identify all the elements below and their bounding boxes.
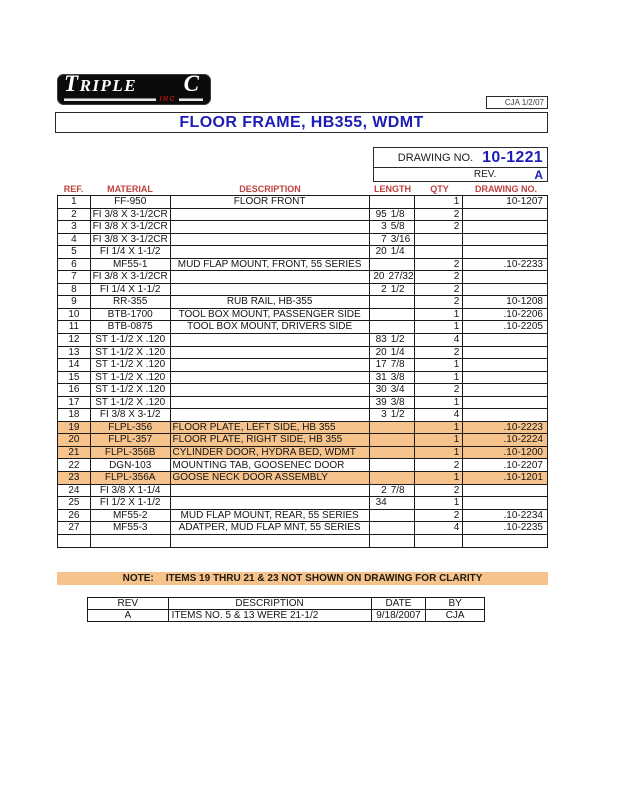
cell-ref: 17: [58, 397, 91, 409]
table-row: [58, 259, 547, 272]
cell-description: [171, 384, 370, 396]
column-header: DATE: [372, 598, 427, 609]
cell-ref: 27: [58, 522, 91, 534]
cell-drawing-no: [463, 372, 547, 384]
table-row: [58, 459, 547, 472]
cell-material: MF55-2: [91, 510, 171, 522]
cell-description: [171, 397, 370, 409]
cell-qty: 1: [415, 434, 464, 446]
cell-description: [171, 271, 370, 283]
cell-description: [171, 221, 370, 233]
cell-ref: 9: [58, 296, 91, 308]
drawing-number-row: [374, 148, 547, 168]
brand-c-letter: C: [183, 70, 199, 96]
length-whole: 20: [373, 271, 385, 283]
inc-label: INC: [159, 95, 176, 103]
drawing-number-box: [373, 147, 548, 182]
parts-table-header-row: [57, 184, 548, 195]
length-fraction: 1/2: [390, 334, 405, 346]
cell-length: [370, 347, 415, 359]
cell-description: [171, 347, 370, 359]
cell-material: FI 1/4 X 1-1/2: [91, 246, 171, 258]
cell-material: MF55-3: [91, 522, 171, 534]
brand-logo-underline: [64, 96, 203, 103]
cell-qty: 4: [415, 409, 464, 421]
cell-ref: 14: [58, 359, 91, 371]
cell-length: [370, 209, 415, 221]
cell-ref: 10: [58, 309, 91, 321]
cell-material: MF55-1: [91, 259, 171, 271]
length-fraction: 1/4: [390, 346, 405, 358]
logo-line-right: [179, 98, 203, 101]
cell-material: FI 1/4 X 1-1/2: [91, 284, 171, 296]
cell-material: FI 3/8 X 1-1/4: [91, 485, 171, 497]
cell-material: FI 3/8 X 3-1/2CR: [91, 234, 171, 246]
cell-ref: 26: [58, 510, 91, 522]
table-row: [58, 321, 547, 334]
cell-length: [370, 259, 415, 271]
cell-qty: 2: [415, 347, 464, 359]
table-row: [58, 271, 547, 284]
cell-qty: 1: [415, 372, 464, 384]
cell-drawing-no: [463, 497, 547, 509]
cell-qty: 2: [415, 510, 464, 522]
cell-description: [171, 497, 370, 509]
length-whole: 2: [381, 283, 387, 295]
cell-ref: 4: [58, 234, 91, 246]
cell-drawing-no: 10-1207: [506, 196, 543, 208]
cell-length: [370, 535, 415, 548]
cell-drawing-no: .10-2224: [503, 434, 543, 446]
cell-description: [171, 409, 370, 421]
table-row: [58, 409, 547, 422]
cell-length: [370, 296, 415, 308]
cell-material: FF-950: [91, 196, 171, 208]
cell-date: 9/18/2007: [372, 610, 427, 622]
cell-drawing-no: [463, 271, 547, 283]
note-label: NOTE:: [122, 573, 154, 584]
column-header: DESCRIPTION: [239, 184, 301, 194]
column-header: QTY: [430, 184, 449, 194]
table-row: [58, 510, 547, 523]
drawing-number-value: 10-1221: [482, 148, 543, 166]
length-whole: 20: [375, 246, 387, 258]
cell-qty: 1: [415, 447, 464, 459]
cell-length: [370, 271, 415, 283]
table-row: [58, 497, 547, 510]
length-whole: 95: [375, 208, 387, 220]
cell-length: [370, 384, 415, 396]
cell-material: FLPL-356B: [91, 447, 171, 459]
revision-value: A: [534, 167, 543, 182]
cell-qty: 2: [415, 384, 464, 396]
length-whole: 7: [381, 233, 387, 245]
cell-length: [370, 309, 415, 321]
column-header: MATERIAL: [107, 184, 153, 194]
length-fraction: 1/2: [390, 283, 405, 295]
cell-material: ST 1-1/2 X .120: [91, 397, 171, 409]
cell-qty: 2: [415, 271, 464, 283]
cell-description: FLOOR FRONT: [171, 196, 370, 208]
cell-length: [370, 334, 415, 346]
cell-length: [370, 246, 415, 258]
cell-qty: 2: [415, 259, 464, 271]
cell-qty: 2: [415, 221, 464, 233]
length-whole: 3: [381, 409, 387, 421]
cell-length: [370, 321, 415, 333]
cell-drawing-no: [463, 221, 547, 233]
cell-drawing-no: [463, 409, 547, 421]
table-row: [58, 359, 547, 372]
table-row: [58, 397, 547, 410]
cell-description: [171, 359, 370, 371]
cell-material: ST 1-1/2 X .120: [91, 334, 171, 346]
cell-qty: 1: [415, 422, 464, 434]
cell-qty: 1: [415, 196, 464, 208]
cell-drawing-no: 10-1208: [506, 296, 543, 308]
cell-ref: 1: [58, 196, 91, 208]
cell-material: ST 1-1/2 X .120: [91, 347, 171, 359]
table-row: [58, 309, 547, 322]
table-row: [88, 610, 484, 622]
cell-drawing-no: [463, 359, 547, 371]
length-fraction: 3/16: [390, 233, 411, 245]
length-whole: 30: [375, 384, 387, 396]
cell-length: [370, 472, 415, 484]
cell-drawing-no: [463, 246, 547, 258]
cell-length: [370, 397, 415, 409]
length-fraction: 1/8: [390, 208, 405, 220]
cell-material: RR-355: [91, 296, 171, 308]
cell-material: BTB-1700: [91, 309, 171, 321]
cell-length: [370, 284, 415, 296]
cell-drawing-no: .10-2223: [503, 421, 543, 433]
cell-ref: 8: [58, 284, 91, 296]
cell-drawing-no: [463, 485, 547, 497]
cell-description: [171, 372, 370, 384]
cell-material: FI 3/8 X 3-1/2CR: [91, 221, 171, 233]
cell-ref: [58, 535, 91, 548]
column-header: BY: [448, 598, 462, 609]
cell-material: FLPL-356: [91, 422, 171, 434]
cell-qty: 1: [415, 497, 464, 509]
length-fraction: 1/2: [390, 409, 405, 421]
length-fraction: 3/8: [390, 371, 405, 383]
cell-ref: 25: [58, 497, 91, 509]
cell-ref: 11: [58, 321, 91, 333]
cell-material: ST 1-1/2 X .120: [91, 384, 171, 396]
note-bar: [57, 572, 548, 585]
table-row: [58, 422, 547, 435]
length-whole: 31: [375, 371, 387, 383]
cell-ref: 22: [58, 459, 91, 471]
table-row: [58, 246, 547, 259]
parts-table: [57, 195, 548, 548]
length-whole: 2: [381, 484, 387, 496]
table-row: [58, 296, 547, 309]
cell-length: [370, 485, 415, 497]
cell-qty: 2: [415, 459, 464, 471]
cell-length: [370, 409, 415, 421]
cell-qty: [415, 535, 464, 548]
cell-ref: 15: [58, 372, 91, 384]
cell-qty: 1: [415, 321, 464, 333]
revision-table: [87, 597, 485, 622]
cell-length: [370, 459, 415, 471]
cell-description: FLOOR PLATE, RIGHT SIDE, HB 355: [171, 434, 370, 446]
cell-length: [370, 447, 415, 459]
length-whole: 3: [381, 221, 387, 233]
cell-drawing-no: .10-2206: [503, 308, 543, 320]
cell-material: [91, 535, 171, 548]
table-row: [58, 234, 547, 247]
table-row: [58, 434, 547, 447]
revision-row: [374, 168, 547, 181]
column-header: REF.: [63, 184, 84, 194]
length-fraction: 3/8: [390, 396, 405, 408]
cell-material: FI 3/8 X 3-1/2CR: [91, 209, 171, 221]
cell-ref: 21: [58, 447, 91, 459]
length-whole: 20: [375, 346, 387, 358]
cell-description: FLOOR PLATE, LEFT SIDE, HB 355: [171, 422, 370, 434]
cell-length: [370, 422, 415, 434]
table-row: [58, 196, 547, 209]
cell-drawing-no: [463, 284, 547, 296]
cell-material: BTB-0875: [91, 321, 171, 333]
cell-ref: 7: [58, 271, 91, 283]
note-text: ITEMS 19 THRU 21 & 23 NOT SHOWN ON DRAWING FOR CLARITY: [165, 573, 483, 584]
length-whole: 83: [375, 334, 387, 346]
length-whole: 34: [375, 497, 387, 509]
cell-ref: 24: [58, 485, 91, 497]
cell-drawing-no: [463, 397, 547, 409]
length-whole: 17: [375, 359, 387, 371]
cell-qty: 2: [415, 284, 464, 296]
cell-description: CYLINDER DOOR, HYDRA BED, WDMT: [171, 447, 370, 459]
cell-ref: 18: [58, 409, 91, 421]
cell-qty: [415, 246, 464, 258]
table-row: [58, 522, 547, 535]
table-row: [58, 535, 547, 548]
cell-description: [171, 209, 370, 221]
revision-header-row: [88, 598, 484, 610]
cell-qty: 4: [415, 334, 464, 346]
table-row: [58, 209, 547, 222]
cell-description: [171, 334, 370, 346]
cell-qty: [415, 234, 464, 246]
table-row: [58, 485, 547, 498]
drawing-number-label: DRAWING NO.: [397, 151, 474, 164]
cell-description: [171, 234, 370, 246]
cell-qty: 4: [415, 522, 464, 534]
cell-description: GOOSE NECK DOOR ASSEMBLY: [171, 472, 370, 484]
cell-description: MUD FLAP MOUNT, REAR, 55 SERIES: [171, 510, 370, 522]
table-row: [58, 384, 547, 397]
table-row: [58, 472, 547, 485]
cell-length: [370, 510, 415, 522]
cell-description: [171, 535, 370, 548]
length-fraction: 5/8: [390, 221, 405, 233]
cell-ref: 16: [58, 384, 91, 396]
cell-description: ADATPER, MUD FLAP MNT, 55 SERIES: [171, 522, 370, 534]
cell-length: [370, 234, 415, 246]
cell-qty: 2: [415, 296, 464, 308]
cell-qty: 2: [415, 209, 464, 221]
cell-ref: 2: [58, 209, 91, 221]
cell-drawing-no: [463, 334, 547, 346]
length-fraction: 27/32: [388, 271, 414, 283]
cell-drawing-no: .10-2205: [503, 321, 543, 333]
length-fraction: 7/8: [390, 484, 405, 496]
table-row: [58, 284, 547, 297]
length-whole: 39: [375, 396, 387, 408]
table-row: [58, 372, 547, 385]
length-fraction: 3/4: [390, 384, 405, 396]
column-header: DRAWING NO.: [475, 184, 537, 194]
revision-label: REV.: [473, 169, 497, 180]
cell-drawing-no: .10-2234: [503, 509, 543, 521]
cell-ref: 5: [58, 246, 91, 258]
cell-length: [370, 196, 415, 208]
length-fraction: 1/4: [390, 246, 405, 258]
cell-drawing-no: [463, 535, 547, 548]
cell-material: ST 1-1/2 X .120: [91, 359, 171, 371]
brand-word: TRIPLE: [64, 70, 138, 96]
cell-drawing-no: [463, 234, 547, 246]
date-stamp: CJA 1/2/07: [486, 96, 548, 109]
cell-drawing-no: .10-1201: [503, 472, 543, 484]
cell-material: FI 1/2 X 1-1/2: [91, 497, 171, 509]
table-row: [58, 221, 547, 234]
cell-ref: 20: [58, 434, 91, 446]
cell-drawing-no: .10-2207: [503, 459, 543, 471]
cell-ref: 23: [58, 472, 91, 484]
cell-description: [171, 284, 370, 296]
table-row: [58, 334, 547, 347]
cell-drawing-no: .10-2235: [503, 522, 543, 534]
cell-material: FI 3/8 X 3-1/2CR: [91, 271, 171, 283]
cell-drawing-no: .10-2233: [503, 258, 543, 270]
cell-length: [370, 359, 415, 371]
cell-description: [171, 485, 370, 497]
cell-description: [171, 246, 370, 258]
cell-drawing-no: .10-1200: [503, 446, 543, 458]
cell-length: [370, 522, 415, 534]
cell-ref: 19: [58, 422, 91, 434]
cell-material: FLPL-356A: [91, 472, 171, 484]
brand-logo: [57, 70, 211, 105]
cell-material: ST 1-1/2 X .120: [91, 372, 171, 384]
cell-description: TOOL BOX MOUNT, PASSENGER SIDE: [171, 309, 370, 321]
table-row: [58, 347, 547, 360]
cell-qty: 1: [415, 309, 464, 321]
cell-ref: 6: [58, 259, 91, 271]
column-header: REV: [88, 598, 169, 609]
cell-description: MOUNTING TAB, GOOSENEC DOOR: [171, 459, 370, 471]
cell-qty: 1: [415, 397, 464, 409]
table-row: [58, 447, 547, 460]
column-header: LENGTH: [374, 184, 411, 194]
cell-material: FLPL-357: [91, 434, 171, 446]
cell-length: [370, 434, 415, 446]
cell-drawing-no: [463, 384, 547, 396]
cell-description: TOOL BOX MOUNT, DRIVERS SIDE: [171, 321, 370, 333]
cell-ref: 12: [58, 334, 91, 346]
cell-description: RUB RAIL, HB-355: [171, 296, 370, 308]
column-header: DESCRIPTION: [169, 598, 372, 609]
cell-length: [370, 497, 415, 509]
cell-description: MUD FLAP MOUNT, FRONT, 55 SERIES: [171, 259, 370, 271]
cell-material: DGN-103: [91, 459, 171, 471]
cell-material: FI 3/8 X 3-1/2: [91, 409, 171, 421]
cell-length: [370, 372, 415, 384]
cell-description: ITEMS NO. 5 & 13 WERE 21-1/2: [169, 610, 372, 622]
cell-ref: 13: [58, 347, 91, 359]
cell-qty: 1: [415, 472, 464, 484]
cell-qty: 2: [415, 485, 464, 497]
cell-rev: A: [88, 610, 169, 622]
cell-qty: 1: [415, 359, 464, 371]
brand-logo-text: [64, 70, 203, 96]
cell-drawing-no: [463, 209, 547, 221]
cell-by: CJA: [445, 609, 465, 621]
cell-ref: 3: [58, 221, 91, 233]
cell-length: [370, 221, 415, 233]
cell-drawing-no: [463, 347, 547, 359]
length-fraction: 7/8: [390, 359, 405, 371]
page-title: FLOOR FRAME, HB355, WDMT: [55, 112, 548, 133]
logo-line-left: [64, 98, 156, 101]
